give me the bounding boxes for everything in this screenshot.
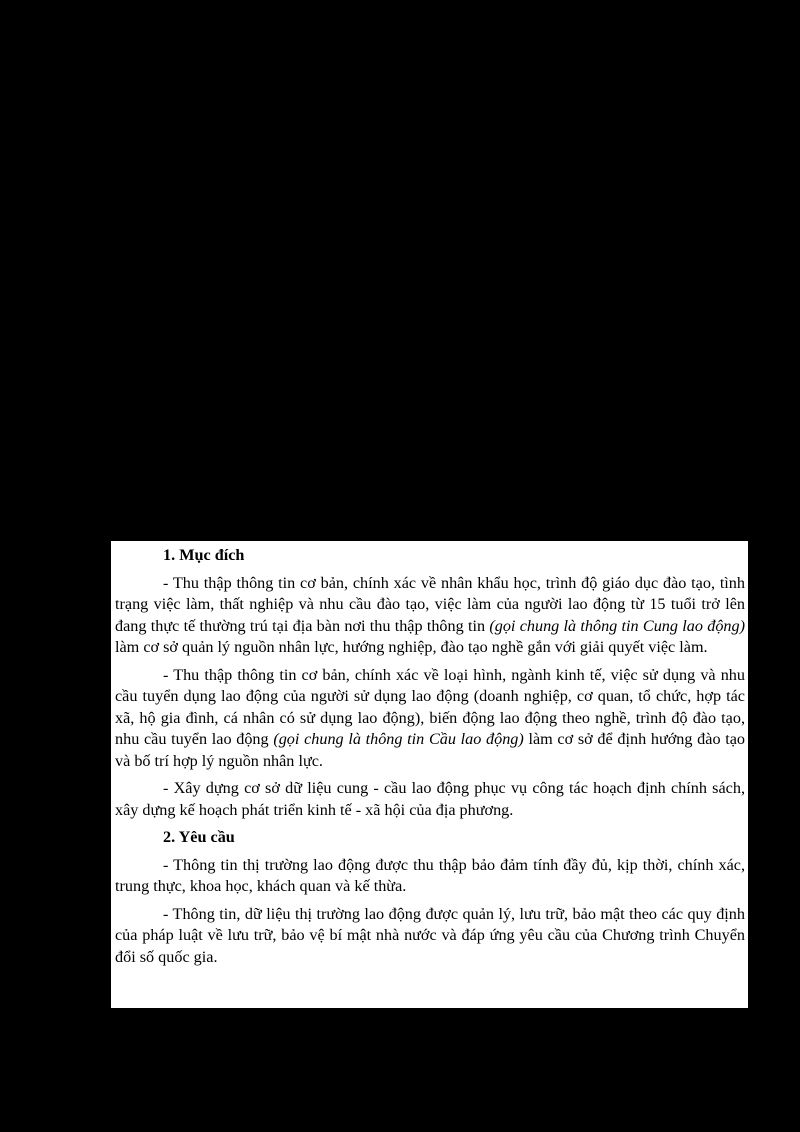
paragraph-labor-demand <box>115 665 745 773</box>
section-heading-requirements: 2. Yêu cầu <box>163 828 235 846</box>
section-heading-purpose: 1. Mục đích <box>163 546 245 564</box>
paragraph-text: làm cơ sở quản lý nguồn nhân lực, hướng nghiệp, đào tạo nghề gắn với giải quyết việc làm. <box>115 638 708 656</box>
paragraph-italic-note: (gọi chung là thông tin Cung lao động) <box>489 616 745 635</box>
paragraph-text: - Thu thập thông tin cơ bản, chính xác về loại hình, ngành kinh tế, việc sử dụng và nhu cầu tuyển dụng lao động của người sử dụng lao động (doanh nghiệp, cơ quan, tổ chức, hợp tác xã, hộ gia đình, cá nhân có sử dụng lao động), biến động lao động theo nghề, trình độ đào tạo, nhu cầu tuyển lao động <box>115 665 745 748</box>
paragraph-text: làm cơ sở để định hướng đào tạo và bố trí hợp lý nguồn nhân lực. <box>115 730 746 770</box>
paragraph-italic-note: (gọi chung là thông tin Cầu lao động) <box>273 730 524 748</box>
document-panel <box>111 541 748 1008</box>
paragraph-text: - Thu thập thông tin cơ bản, chính xác về nhân khẩu học, trình độ giáo dục đào tạo, tình trạng việc làm, thất nghiệp và nhu cầu đào tạo, việc làm của người lao động từ 15 tuổi trở lên đang thực tế thường trú tại địa bàn nơi thu thập thông tin <box>115 573 745 635</box>
paragraph-info-quality: - Thông tin thị trường lao động được thu thập bảo đảm tính đầy đủ, kịp thời, chính xác, trung thực, khoa học, khách quan và kế thừa. <box>115 855 745 895</box>
paragraph-database: - Xây dựng cơ sở dữ liệu cung - cầu lao động phục vụ công tác hoạch định chính sách, xây dựng kế hoạch phát triển kinh tế - xã hội của địa phương. <box>115 779 745 819</box>
paragraph-labor-supply <box>115 573 745 659</box>
paragraph-data-security: - Thông tin, dữ liệu thị trường lao động được quản lý, lưu trữ, bảo mật theo các quy định của pháp luật về lưu trữ, bảo vệ bí mật nhà nước và đáp ứng yêu cầu của Chương trình Chuyển đổi số quốc gia. <box>115 904 745 966</box>
